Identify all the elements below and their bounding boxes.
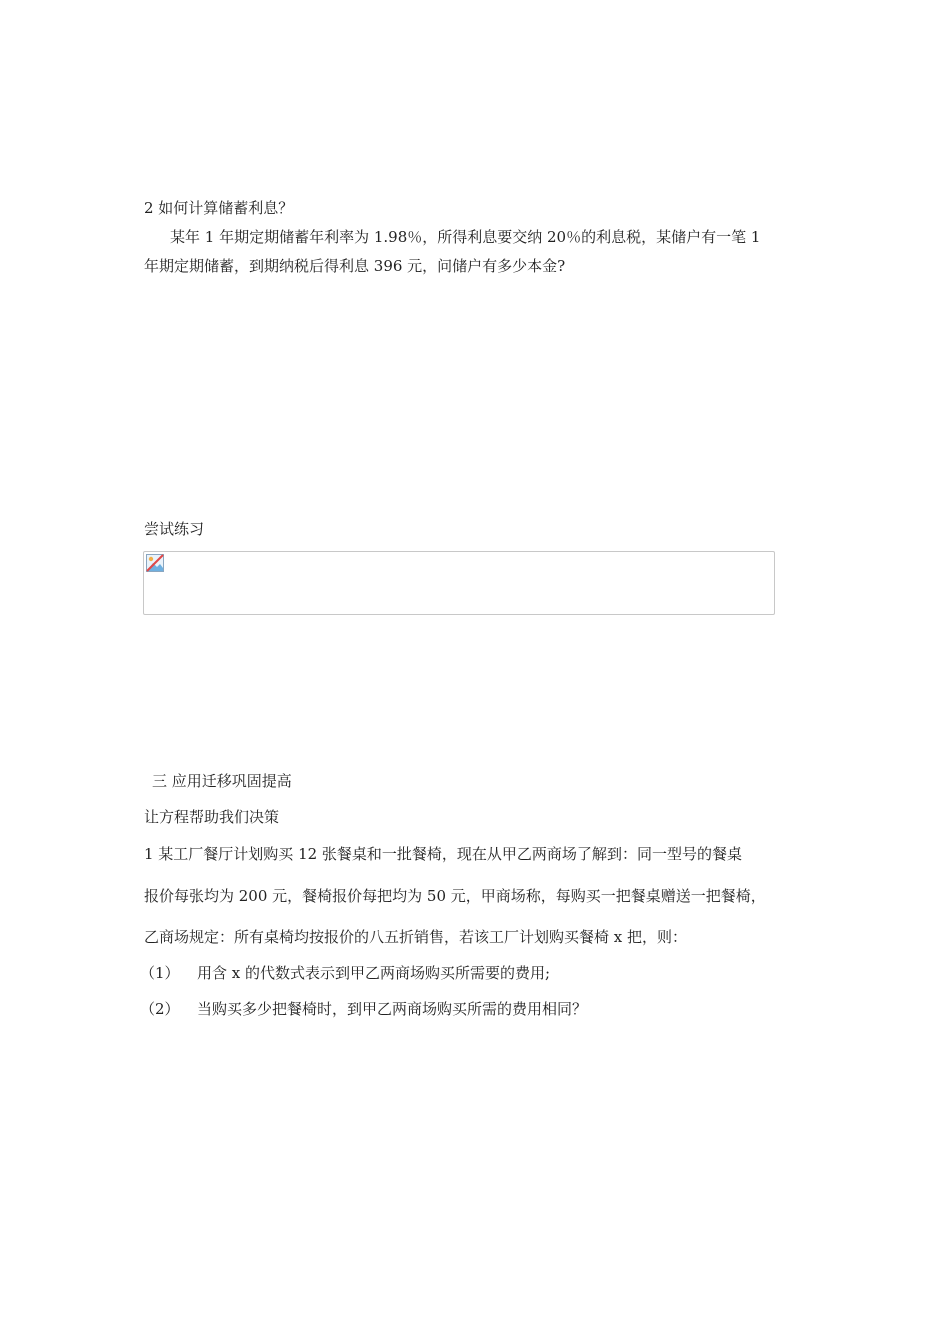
list-item-text: 当购买多少把餐椅时，到甲乙两商场购买所需的费用相同？ xyxy=(197,1000,588,1018)
practice-image-placeholder xyxy=(143,551,775,615)
practice-heading: 尝试练习 xyxy=(144,520,205,538)
restaurant-problem-line-1: 1 某工厂餐厅计划购买 12 张餐桌和一批餐椅，现在从甲乙两商场了解到：同一型号的餐桌 xyxy=(144,845,742,863)
list-item xyxy=(140,999,588,1019)
list-item xyxy=(140,963,551,983)
interest-problem-line-2: 年期定期储蓄，到期纳税后得利息 396 元，问储户有多少本金? xyxy=(144,257,566,275)
section-2-heading: 2 如何计算储蓄利息？ xyxy=(144,199,294,217)
restaurant-problem-line-3: 乙商场规定：所有桌椅均按报价的八五折销售，若该工厂计划购买餐椅 x 把，则： xyxy=(144,928,687,946)
decision-subheading: 让方程帮助我们决策 xyxy=(144,808,280,826)
list-item-number: （2） xyxy=(140,1000,180,1018)
interest-problem-line-1: 某年 1 年期定期储蓄年利率为 1.98％，所得利息要交纳 20％的利息税，某储户有一笔 1 xyxy=(170,228,761,246)
broken-image-icon xyxy=(146,554,164,572)
restaurant-problem-line-2: 报价每张均为 200 元，餐椅报价每把均为 50 元，甲商场称，每购买一把餐桌赠送一把餐椅， xyxy=(144,887,766,905)
list-item-number: （1） xyxy=(140,964,180,982)
list-item-text: 用含 x 的代数式表示到甲乙两商场购买所需要的费用; xyxy=(197,964,551,982)
section-3-heading: 三 应用迁移巩固提高 xyxy=(152,772,292,790)
